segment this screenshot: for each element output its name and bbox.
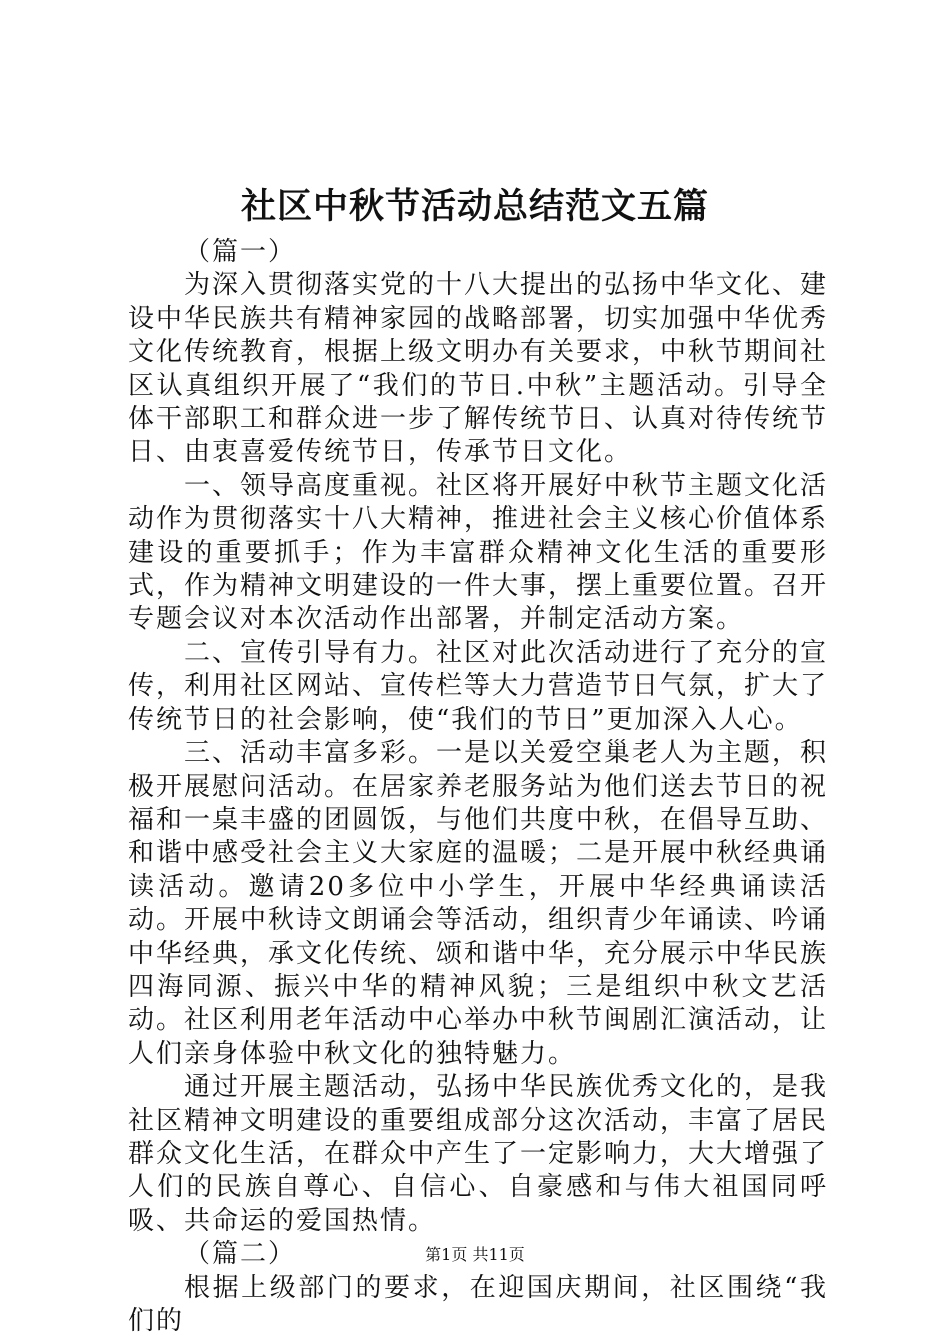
- paragraph-point-1: 一、领导高度重视。社区将开展好中秋节主题文化活动作为贯彻落实十八大精神，推进社会主义核心价值体系建设的重要抓手；作为丰富群众精神文化生活的重要形式，作为精神文明建设的一件大事，摆上重要位置。召开专题会议对本次活动作出部署，并制定活动方案。: [128, 470, 829, 635]
- paragraph-section-2-start: 根据上级部门的要求，在迎国庆期间，社区围绕“我们的: [128, 1272, 828, 1336]
- paragraph-point-2: 二、宣传引导有力。社区对此次活动进行了充分的宣传，利用社区网站、宣传栏等大力营造节日气氛，扩大了传统节日的社会影响，使“我们的节日”更加深入人心。: [128, 637, 829, 735]
- page-footer: 第1页 共11页: [425, 1245, 525, 1264]
- paragraph-point-3: 三、活动丰富多彩。一是以关爱空巢老人为主题，积极开展慰问活动。在居家养老服务站为他们送去节日的祝福和一桌丰盛的团圆饭，与他们共度中秋，在倡导互助、和谐中感受社会主义大家庭的温暖；二是开展中秋经典诵读活动。邀请20多位中小学生，开展中华经典诵读活动。开展中秋诗文朗诵会等活动，组织青少年诵读、吟诵中华经典，承文化传统、颂和谐中华，充分展示中华民族四海同源、振兴中华的精神风貌；三是组织中秋文艺活动。社区利用老年活动中心举办中秋节闽剧汇演活动，让人们亲身体验中秋文化的独特魅力。: [128, 738, 829, 1069]
- document-title: 社区中秋节活动总结范文五篇: [240, 186, 709, 227]
- section-heading-1: （篇一）: [184, 237, 297, 267]
- document-body: [128, 236, 829, 1336]
- paragraph-conclusion: 通过开展主题活动，弘扬中华民族优秀文化的，是我社区精神文明建设的重要组成部分这次活动，丰富了居民群众文化生活，在群众中产生了一定影响力，大大增强了人们的民族自尊心、自信心、自豪感和与伟大祖国同呼吸、共命运的爱国热情。: [128, 1072, 829, 1236]
- section-heading-2: （篇二）: [184, 1239, 297, 1270]
- paragraph-intro: 为深入贯彻落实党的十八大提出的弘扬中华文化、建设中华民族共有精神家园的战略部署，切实加强中华优秀文化传统教育，根据上级文明办有关要求，中秋节期间社区认真组织开展了“我们的节日.中秋”主题活动。引导全体干部职工和群众进一步了解传统节日、认真对待传统节日、由衷喜爱传统节日，传承节日文化。: [128, 270, 829, 468]
